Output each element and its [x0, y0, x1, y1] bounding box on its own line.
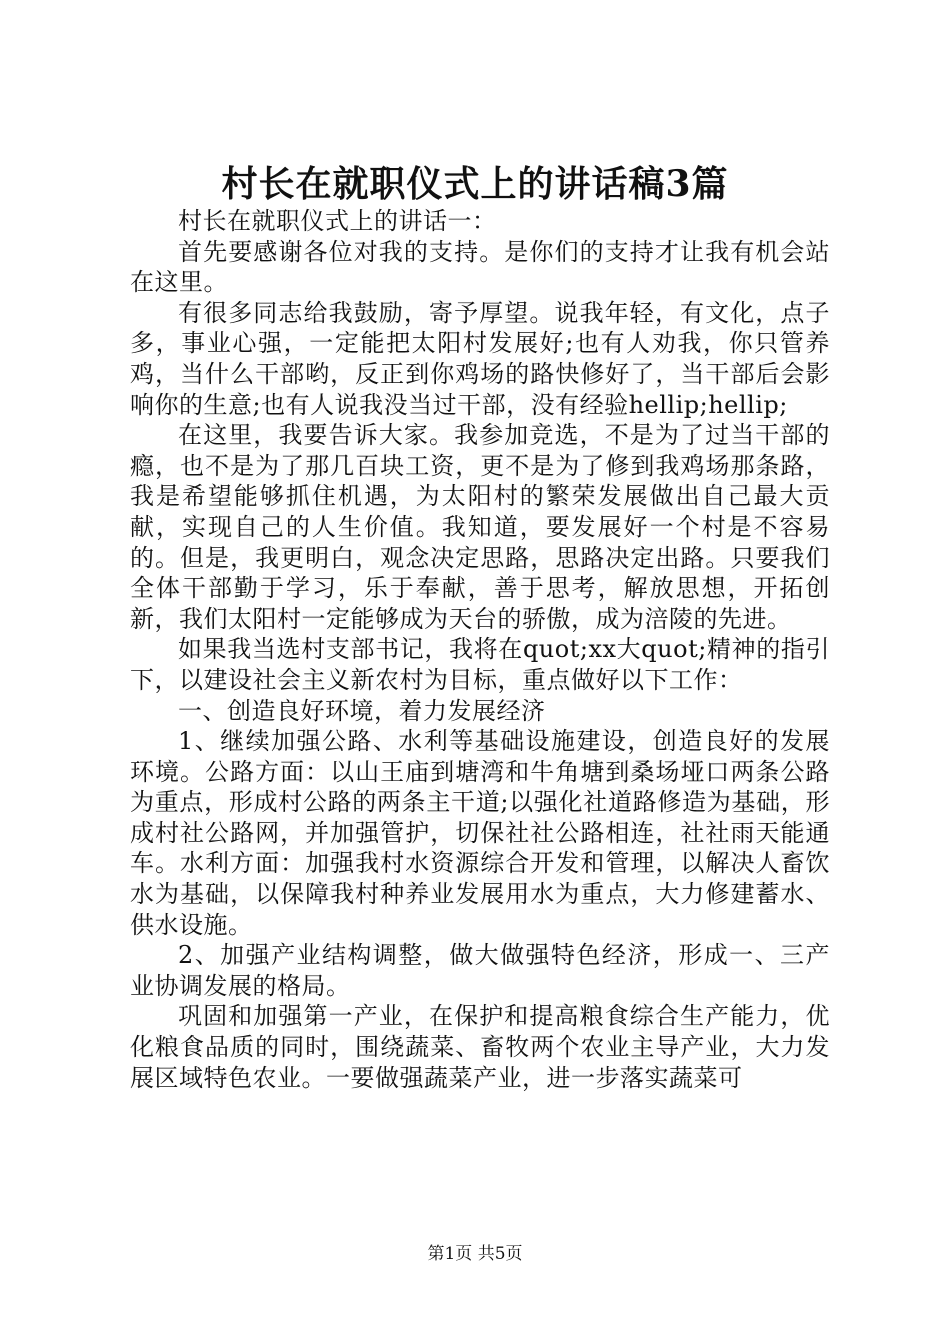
document-title: 村长在就职仪式上的讲话稿3篇 — [221, 163, 729, 205]
paragraph: 2、加强产业结构调整，做大做强特色经济，形成一、三产业协调发展的格局。 — [130, 941, 830, 1000]
paragraph: 村长在就职仪式上的讲话一： — [178, 207, 497, 235]
paragraph: 有很多同志给我鼓励，寄予厚望。说我年轻，有文化，点子多，事业心强，一定能把太阳村发展好;也有人劝我，你只管养鸡，当什么干部哟，反正到你鸡场的路快修好了，当干部后会影响你的生意;也有人说我没当过干部，没有经验hellip;hellip; — [130, 298, 830, 419]
paragraph: 巩固和加强第一产业，在保护和提高粮食综合生产能力，优化粮食品质的同时，围绕蔬菜、畜牧两个农业主导产业，大力发展区域特色农业。一要做强蔬菜产业，进一步落实蔬菜可 — [130, 1002, 830, 1092]
paragraph: 首先要感谢各位对我的支持。是你们的支持才让我有机会站在这里。 — [130, 237, 830, 297]
document-body — [130, 206, 830, 1093]
page-number-footer: 第1页 共5页 — [427, 1244, 523, 1264]
paragraph: 1、继续加强公路、水利等基础设施建设，创造良好的发展环境。公路方面：以山王庙到塘湾和牛角塘到桑场垭口两条公路为重点，形成村公路的两条主干道;以强化社道路修造为基础，形成村社公路网，并加强管护，切保社社公路相连，社社雨天能通车。水利方面：加强我村水资源综合开发和管理，以解决人畜饮水为基础，以保障我村种养业发展用水为重点，大力修建蓄水、供水设施。 — [130, 727, 830, 939]
paragraph: 在这里，我要告诉大家。我参加竞选，不是为了过当干部的瘾，也不是为了那几百块工资，更不是为了修到我鸡场那条路，我是希望能够抓住机遇，为太阳村的繁荣发展做出自己最大贡献，实现自己的人生价值。我知道，要发展好一个村是不容易的。但是，我更明白，观念决定思路，思路决定出路。只要我们全体干部勤于学习，乐于奉献，善于思考，解放思想，开拓创新，我们太阳村一定能够成为天台的骄傲，成为涪陵的先进。 — [130, 421, 830, 633]
paragraph: 如果我当选村支部书记，我将在quot;xx大quot;精神的指引下，以建设社会主义新农村为目标，重点做好以下工作： — [130, 635, 830, 694]
paragraph: 一、创造良好环境，着力发展经济 — [178, 696, 546, 725]
